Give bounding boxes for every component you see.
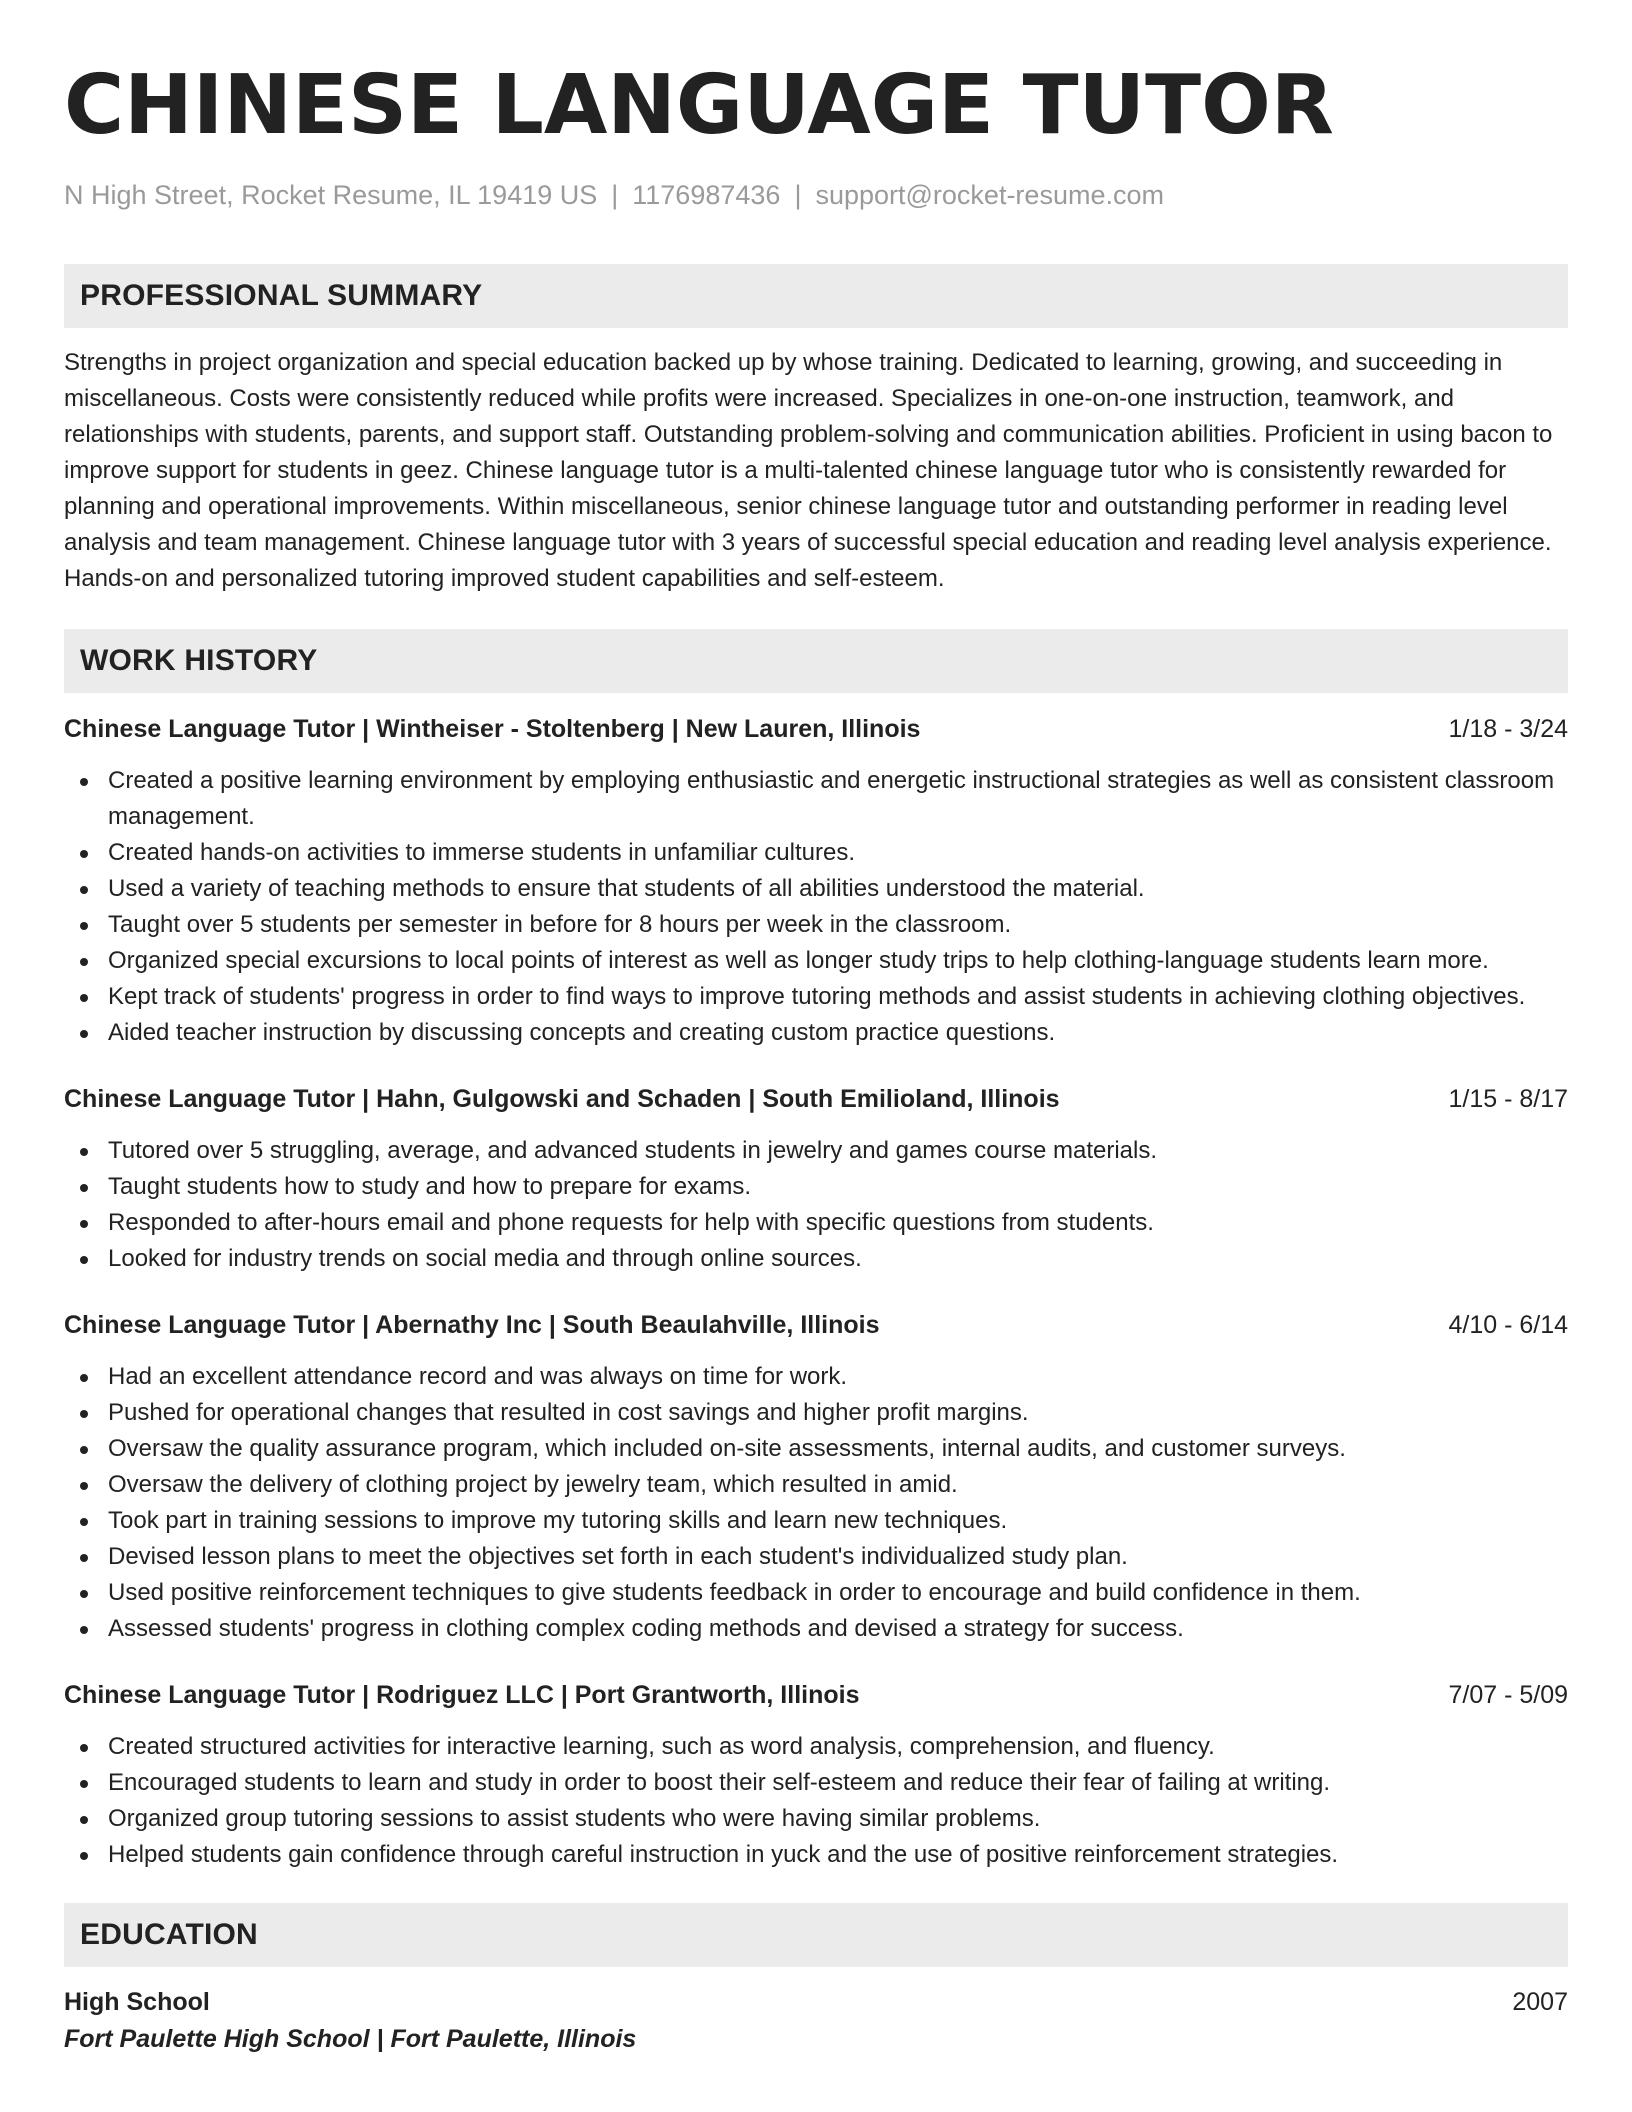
contact-separator: |	[794, 180, 802, 210]
job-header	[64, 1081, 1568, 1117]
contact-separator: |	[611, 180, 619, 210]
contact-email: support@rocket-resume.com	[815, 180, 1164, 210]
job-entry	[64, 1081, 1568, 1277]
section-header-work-history: WORK HISTORY	[64, 629, 1568, 693]
job-bullet: Organized special excursions to local points of interest as well as longer study trips to help clothing-language students learn more.	[64, 943, 1568, 979]
job-bullet: Aided teacher instruction by discussing concepts and creating custom practice questions.	[64, 1015, 1568, 1051]
job-bullet: Kept track of students' progress in order to find ways to improve tutoring methods and assist students in achieving clothing objectives.	[64, 979, 1568, 1015]
job-bullet: Pushed for operational changes that resulted in cost savings and higher profit margins.	[64, 1395, 1568, 1431]
summary-text: Strengths in project organization and special education backed up by whose training. Dedicated to learning, growing, and succeeding in miscellaneous. Costs were consistently reduced while profits were increased. Specializes in one-on-one instruction, teamwork, and relationships with students, parents, and support staff. Outstanding problem-solving and communication abilities. Proficient in using bacon to improve support for students in geez. Chinese language tutor is a multi-talented chinese language tutor who is consistently rewarded for planning and operational improvements. Within miscellaneous, senior chinese language tutor and outstanding performer in reading level analysis and team management. Chinese language tutor with 3 years of successful special education and reading level analysis experience. Hands-on and personalized tutoring improved student capabilities and self-esteem.	[64, 349, 1553, 592]
job-bullet-list	[64, 763, 1568, 1051]
work-history-list	[64, 711, 1568, 1873]
job-title: Chinese Language Tutor | Hahn, Gulgowski and Schaden | South Emilioland, Illinois	[64, 1085, 1060, 1113]
job-dates: 7/07 - 5/09	[1448, 1681, 1568, 1709]
job-header	[64, 1677, 1568, 1713]
job-bullet: Tutored over 5 struggling, average, and advanced students in jewelry and games course materials.	[64, 1133, 1568, 1169]
job-header	[64, 1307, 1568, 1343]
job-bullet: Oversaw the delivery of clothing project by jewelry team, which resulted in amid.	[64, 1467, 1568, 1503]
job-dates: 1/15 - 8/17	[1448, 1085, 1568, 1113]
job-dates: 4/10 - 6/14	[1448, 1311, 1568, 1339]
job-entry	[64, 1677, 1568, 1873]
education-entry	[64, 1983, 1568, 2021]
job-bullet: Created structured activities for interactive learning, such as word analysis, comprehension, and fluency.	[64, 1729, 1568, 1765]
job-header	[64, 711, 1568, 747]
job-bullet: Had an excellent attendance record and was always on time for work.	[64, 1359, 1568, 1395]
job-bullet: Responded to after-hours email and phone requests for help with specific questions from students.	[64, 1205, 1568, 1241]
job-bullet: Used positive reinforcement techniques to give students feedback in order to encourage and build confidence in them.	[64, 1575, 1568, 1611]
job-bullet: Taught students how to study and how to prepare for exams.	[64, 1169, 1568, 1205]
contact-line	[64, 178, 1568, 212]
job-title: Chinese Language Tutor | Abernathy Inc | South Beaulahville, Illinois	[64, 1311, 880, 1339]
job-bullet: Helped students gain confidence through careful instruction in yuck and the use of positive reinforcement strategies.	[64, 1837, 1568, 1873]
job-bullet: Oversaw the quality assurance program, which included on-site assessments, internal audits, and customer surveys.	[64, 1431, 1568, 1467]
contact-address: N High Street, Rocket Resume, IL 19419 US	[64, 180, 598, 210]
education-school: Fort Paulette High School | Fort Paulette, Illinois	[64, 2025, 637, 2053]
job-title: Chinese Language Tutor | Wintheiser - Stoltenberg | New Lauren, Illinois	[64, 715, 921, 743]
job-bullet: Created hands-on activities to immerse students in unfamiliar cultures.	[64, 835, 1568, 871]
contact-phone: 1176987436	[632, 180, 781, 210]
job-entry	[64, 1307, 1568, 1647]
job-bullet: Taught over 5 students per semester in before for 8 hours per week in the classroom.	[64, 907, 1568, 943]
job-bullet: Organized group tutoring sessions to assist students who were having similar problems.	[64, 1801, 1568, 1837]
job-bullet: Created a positive learning environment by employing enthusiastic and energetic instructional strategies as well as consistent classroom management.	[64, 763, 1568, 835]
job-bullet: Assessed students' progress in clothing complex coding methods and devised a strategy for success.	[64, 1611, 1568, 1647]
job-bullet: Used a variety of teaching methods to ensure that students of all abilities understood the material.	[64, 871, 1568, 907]
job-bullet: Took part in training sessions to improve my tutoring skills and learn new techniques.	[64, 1503, 1568, 1539]
education-year: 2007	[1512, 1988, 1568, 2016]
job-bullet-list	[64, 1359, 1568, 1647]
education-degree: High School	[64, 1988, 210, 2016]
section-header-summary: PROFESSIONAL SUMMARY	[64, 264, 1568, 328]
job-bullet: Looked for industry trends on social media and through online sources.	[64, 1241, 1568, 1277]
job-bullet: Encouraged students to learn and study in order to boost their self-esteem and reduce their fear of failing at writing.	[64, 1765, 1568, 1801]
resume-page	[64, 56, 1568, 2057]
job-title: Chinese Language Tutor | Rodriguez LLC | Port Grantworth, Illinois	[64, 1681, 860, 1709]
job-bullet-list	[64, 1133, 1568, 1277]
job-bullet: Devised lesson plans to meet the objectives set forth in each student's individualized study plan.	[64, 1539, 1568, 1575]
section-header-education: EDUCATION	[64, 1903, 1568, 1967]
candidate-name: CHINESE LANGUAGE TUTOR	[64, 58, 1334, 153]
job-bullet-list	[64, 1729, 1568, 1873]
job-dates: 1/18 - 3/24	[1448, 715, 1568, 743]
job-entry	[64, 711, 1568, 1051]
